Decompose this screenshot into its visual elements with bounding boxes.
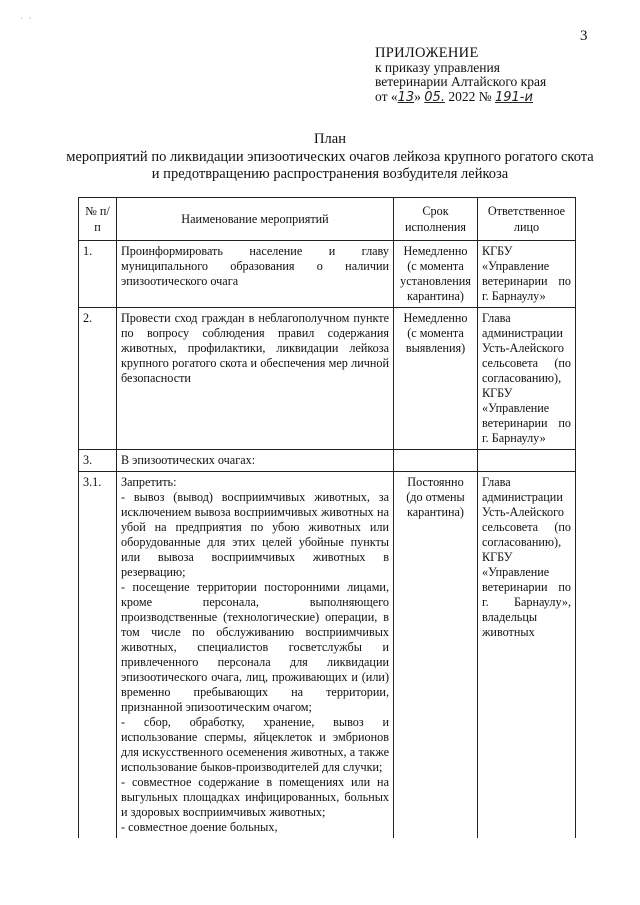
row-term: Немедленно (с момента установления карантина): [394, 241, 478, 308]
appendix-line1: к приказу управления: [375, 59, 500, 75]
row-term: [394, 450, 478, 472]
table-row: [79, 241, 576, 308]
title-line1: План: [314, 131, 346, 147]
row-resp: КГБУ «Управление ветеринарии по г. Барнаулу»: [478, 241, 576, 308]
header-resp: Ответственное лицо: [478, 198, 576, 241]
measure-line: - совместное доение больных,: [121, 820, 278, 834]
document-title: [40, 131, 620, 184]
header-num: № п/п: [79, 198, 117, 241]
scan-mark: · ·: [20, 14, 34, 23]
row-resp: [478, 450, 576, 472]
measure-line: - сбор, обработку, хранение, вывоз и использование спермы, яйцеклеток и эмбрионов для искусственного осеменения животных, а также использование быков-производителей для случки;: [121, 715, 389, 774]
order-number: 191-и: [494, 89, 533, 105]
table-row: [79, 450, 576, 472]
header-term: Срок исполнения: [394, 198, 478, 241]
row-num: 3.: [79, 450, 117, 472]
page-number: 3: [580, 28, 588, 44]
table-row: [79, 472, 576, 839]
row-name: [117, 472, 394, 839]
measure-line: - совместное содержание в помещениях или на выгульных площадках инфицированных, больных и здоровых восприимчивых животных;: [121, 775, 389, 819]
row-name: Проинформировать население и главу муниципального образования о наличии эпизоотического очага: [117, 241, 394, 308]
row-num: 1.: [79, 241, 117, 308]
row-num: 3.1.: [79, 472, 117, 839]
title-line3: и предотвращению распространения возбудителя лейкоза: [151, 166, 509, 182]
row-term: Немедленно (с момента выявления): [394, 308, 478, 450]
table-header-row: [79, 198, 576, 241]
order-day: 13: [397, 89, 415, 105]
from-mid: »: [414, 88, 421, 104]
from-prefix: от «: [375, 88, 398, 104]
table-row: [79, 308, 576, 450]
row-resp: Глава администрации Усть-Алейского сельсовета (по согласованию), КГБУ «Управление ветеринарии по г. Барнаулу», владельцы животных: [478, 472, 576, 839]
row-name: Провести сход граждан в неблагополучном пункте по вопросу соблюдения правил содержания животных, профилактики, ликвидации лейкоза крупного рогатого скота и обеспечения мер личной безопасности: [117, 308, 394, 450]
title-line2: мероприятий по ликвидации эпизоотических очагов лейкоза крупного рогатого скота: [66, 148, 594, 165]
row-num: 2.: [79, 308, 117, 450]
row-term: Постоянно (до отмены карантина): [394, 472, 478, 839]
order-month: 05.: [424, 89, 445, 105]
order-year-no: 2022 №: [448, 88, 492, 104]
appendix-line2: ветеринарии Алтайского края: [375, 74, 547, 89]
measure-line: - посещение территории посторонними лицами, кроме персонала, выполняющего производственные (технологические) операции, в том числе по обслуживанию восприимчивых животных, специалистов госветслужбы и привлеченного персонала для ликвидации эпизоотического очага, лиц, проживающих и (или) временно пребывающих на территории, признанной эпизоотическим очагом;: [121, 580, 389, 714]
plan-table: [78, 197, 576, 838]
appendix-date-line: [375, 90, 546, 106]
measure-line: Запретить:: [121, 475, 177, 489]
row-name: В эпизоотических очагах:: [117, 450, 394, 472]
header-name: Наименование мероприятий: [117, 198, 394, 241]
measure-line: - вывоз (вывод) восприимчивых животных, за исключением вывоза восприимчивых животных на убой на предприятия по убою животных или оборудованные для этих целей убойные пункты или вывоза восприимчивых животных в резервацию;: [121, 490, 389, 579]
appendix-title: ПРИЛОЖЕНИЕ: [375, 45, 479, 61]
appendix-block: [375, 46, 546, 105]
row-resp: Глава администрации Усть-Алейского сельсовета (по согласованию), КГБУ «Управление ветеринарии по г. Барнаулу»: [478, 308, 576, 450]
